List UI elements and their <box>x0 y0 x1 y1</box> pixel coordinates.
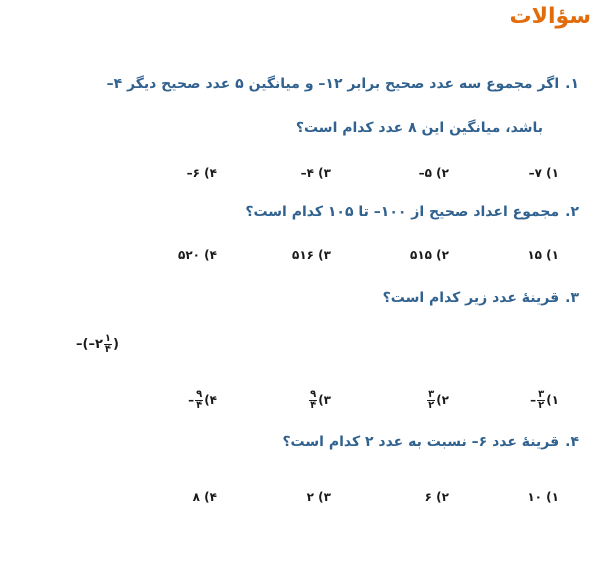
q3-option-2[interactable] <box>426 390 449 411</box>
page-title: سؤالات <box>509 4 591 29</box>
q3-option-3-label: ۳) <box>318 393 331 407</box>
expression-fraction <box>104 334 112 355</box>
q3-option-4-num: ۹ <box>196 389 203 400</box>
q1-option-2[interactable]: ۲) ۵– <box>418 166 449 180</box>
q3-option-1-sign: – <box>530 393 537 407</box>
q3-option-1-den: ۲ <box>538 400 545 411</box>
question-1 <box>107 76 579 92</box>
expression-suffix: ) <box>113 337 119 352</box>
q3-option-2-label: ۲) <box>436 393 449 407</box>
q1-option-1[interactable]: ۱) ۷– <box>528 166 559 180</box>
q3-option-4-sign: – <box>188 393 195 407</box>
expression-prefix: –(–۲ <box>76 337 103 352</box>
q3-option-3-fraction <box>309 390 317 411</box>
expression-numerator: ۱ <box>104 333 111 344</box>
question-1-options <box>0 166 599 188</box>
q3-option-1[interactable] <box>530 390 559 411</box>
q3-option-3-num: ۹ <box>310 389 317 400</box>
question-2-number: ۲. <box>565 204 579 220</box>
question-1-number: ۱. <box>565 76 579 92</box>
q1-option-4[interactable]: ۴) ۶– <box>186 166 217 180</box>
q2-option-3[interactable]: ۳) ۵۱۶ <box>292 248 331 262</box>
q3-option-4[interactable] <box>188 390 217 411</box>
q3-option-3-den: ۴ <box>310 400 317 411</box>
q3-option-1-num: ۳ <box>538 389 545 400</box>
q3-option-1-fraction <box>537 390 545 411</box>
question-3 <box>383 290 579 306</box>
q4-option-2[interactable]: ۲) ۶ <box>424 490 449 504</box>
question-4 <box>282 434 579 450</box>
q3-option-1-label: ۱) <box>546 393 559 407</box>
q3-option-2-num: ۳ <box>428 389 435 400</box>
q2-option-4[interactable]: ۴) ۵۲۰ <box>178 248 217 262</box>
question-2-text: مجموع اعداد صحیح از ۱۰۰– تا ۱۰۵ کدام است؟ <box>245 204 560 220</box>
q3-option-2-den: ۲ <box>428 400 435 411</box>
question-4-options <box>0 490 599 512</box>
question-2 <box>245 204 579 220</box>
question-3-number: ۳. <box>565 290 579 306</box>
question-4-text: قرینهٔ عدد ۶– نسبت به عدد ۲ کدام است؟ <box>282 434 560 450</box>
q4-option-3[interactable]: ۳) ۲ <box>306 490 331 504</box>
question-1-text: اگر مجموع سه عدد صحیح برابر ۱۲– و میانگین ۵ عدد صحیح دیگر ۴– <box>106 76 560 92</box>
q2-option-1[interactable]: ۱) ۱۵ <box>527 248 559 262</box>
q3-option-4-fraction <box>195 390 203 411</box>
question-3-text: قرینهٔ عدد زیر کدام است؟ <box>382 290 560 306</box>
q1-option-3[interactable]: ۳) ۴– <box>300 166 331 180</box>
q3-option-4-label: ۴) <box>204 393 217 407</box>
question-2-options <box>0 248 599 270</box>
question-1-text-line2: باشد، میانگین این ۸ عدد کدام است؟ <box>295 120 543 136</box>
q3-option-4-den: ۴ <box>196 400 203 411</box>
q3-option-3[interactable] <box>308 390 331 411</box>
q3-option-2-fraction <box>427 390 435 411</box>
q2-option-2[interactable]: ۲) ۵۱۵ <box>410 248 449 262</box>
question-3-expression <box>76 334 119 355</box>
expression-denominator: ۴ <box>104 344 111 355</box>
q4-option-4[interactable]: ۴) ۸ <box>192 490 217 504</box>
question-3-options <box>0 390 599 412</box>
question-4-number: ۴. <box>565 434 579 450</box>
q4-option-1[interactable]: ۱) ۱۰ <box>527 490 559 504</box>
